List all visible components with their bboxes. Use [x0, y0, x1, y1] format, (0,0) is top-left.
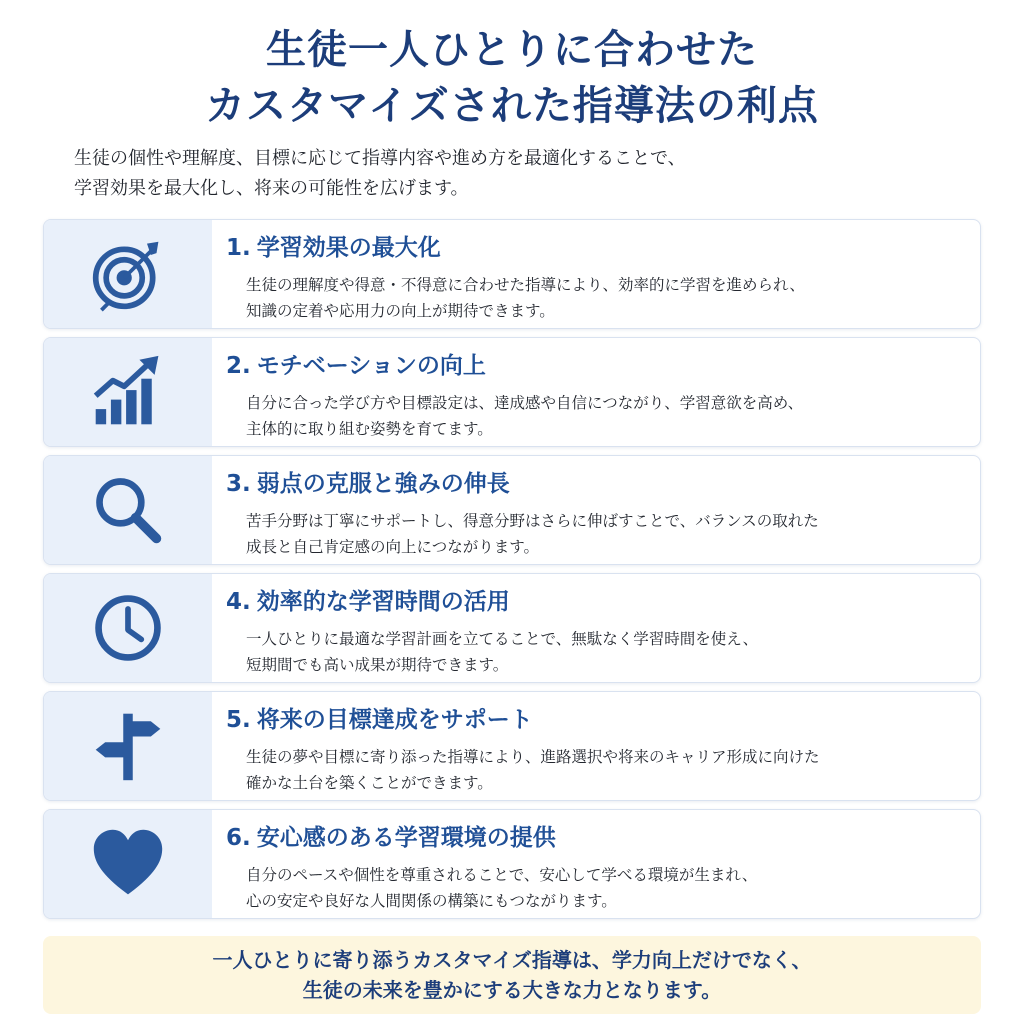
benefit-card-4-title-text: 効率的な学習時間の活用 — [256, 589, 510, 615]
intro-text — [74, 144, 954, 204]
benefit-card-6-title-text: 安心感のある学習環境の提供 — [256, 825, 556, 851]
summary-line1: 一人ひとりに寄り添うカスタマイズ指導は、学力向上だけでなく、 — [212, 948, 812, 972]
benefit-card-2 — [43, 337, 981, 447]
benefit-card-3-icon-panel — [44, 456, 212, 564]
benefit-card-3 — [43, 455, 981, 565]
benefit-list — [43, 219, 981, 927]
benefit-card-2-description — [246, 390, 966, 442]
benefit-card-2-desc-line1: 自分に合った学び方や目標設定は、達成感や自信につながり、学習意欲を高め、 — [246, 394, 804, 412]
benefit-card-5-title — [226, 704, 533, 736]
page-title-line2: カスタマイズされた指導法の利点 — [205, 82, 819, 129]
benefit-card-4-desc-line2: 短期間でも高い成果が期待できます。 — [246, 656, 509, 674]
benefit-card-4-title — [226, 586, 510, 618]
benefit-card-1 — [43, 219, 981, 329]
benefit-card-1-title — [226, 232, 441, 264]
summary-line2: 生徒の未来を豊かにする大きな力となります。 — [302, 978, 722, 1002]
benefit-card-4-desc-line1: 一人ひとりに最適な学習計画を立てることで、無駄なく学習時間を使え、 — [246, 630, 759, 648]
benefit-card-4 — [43, 573, 981, 683]
benefit-card-3-description — [246, 508, 966, 560]
benefit-card-6 — [43, 809, 981, 919]
intro-line1: 生徒の個性や理解度、目標に応じて指導内容や進め方を最適化することで、 — [74, 148, 686, 169]
benefit-card-5-desc-line1: 生徒の夢や目標に寄り添った指導により、進路選択や将来のキャリア形成に向けた — [246, 748, 820, 766]
benefit-card-6-desc-line2: 心の安定や良好な人間関係の構築にもつながります。 — [246, 892, 617, 910]
benefit-card-3-desc-line2: 成長と自己肯定感の向上につながります。 — [246, 538, 539, 556]
page-title — [0, 22, 1024, 134]
clock-icon — [90, 590, 166, 666]
benefit-card-2-icon-panel — [44, 338, 212, 446]
benefit-card-6-desc-line1: 自分のペースや個性を尊重されることで、安心して学べる環境が生まれ、 — [246, 866, 758, 884]
benefit-card-5-desc-line2: 確かな土台を築くことができます。 — [246, 774, 493, 792]
benefit-card-2-title — [226, 350, 486, 382]
benefit-card-2-number: 2. — [226, 353, 251, 379]
benefit-card-5-description — [246, 744, 966, 796]
benefit-card-3-title-text: 弱点の克服と強みの伸長 — [256, 471, 510, 497]
intro-line2: 学習効果を最大化し、将来の可能性を広げます。 — [74, 178, 469, 199]
benefit-card-6-description — [246, 862, 966, 914]
benefit-card-2-desc-line2: 主体的に取り組む姿勢を育てます。 — [246, 420, 493, 438]
benefit-card-3-number: 3. — [226, 471, 251, 497]
benefit-card-5-title-text: 将来の目標達成をサポート — [256, 707, 533, 733]
benefit-card-3-desc-line1: 苦手分野は丁寧にサポートし、得意分野はさらに伸ばすことで、バランスの取れた — [246, 512, 819, 530]
benefit-card-4-description — [246, 626, 966, 678]
signpost-icon — [90, 708, 166, 784]
summary-banner — [43, 936, 981, 1014]
benefit-card-1-title-text: 学習効果の最大化 — [256, 235, 441, 261]
page-title-line1: 生徒一人ひとりに合わせた — [266, 26, 758, 73]
benefit-card-5 — [43, 691, 981, 801]
growth-chart-icon — [90, 354, 166, 430]
benefit-card-6-number: 6. — [226, 825, 251, 851]
benefit-card-1-desc-line2: 知識の定着や応用力の向上が期待できます。 — [246, 302, 555, 320]
benefit-card-2-title-text: モチベーションの向上 — [256, 353, 486, 379]
heart-icon — [90, 826, 166, 902]
benefit-card-3-title — [226, 468, 510, 500]
magnifier-icon — [90, 472, 166, 548]
benefit-card-1-desc-line1: 生徒の理解度や得意・不得意に合わせた指導により、効率的に学習を進められ、 — [246, 276, 805, 294]
benefit-card-1-number: 1. — [226, 235, 251, 261]
benefit-card-1-description — [246, 272, 966, 324]
target-icon — [90, 236, 166, 312]
benefit-card-4-number: 4. — [226, 589, 251, 615]
benefit-card-4-icon-panel — [44, 574, 212, 682]
benefit-card-6-title — [226, 822, 556, 854]
benefit-card-6-icon-panel — [44, 810, 212, 918]
benefit-card-5-icon-panel — [44, 692, 212, 800]
benefit-card-1-icon-panel — [44, 220, 212, 328]
benefit-card-5-number: 5. — [226, 707, 251, 733]
